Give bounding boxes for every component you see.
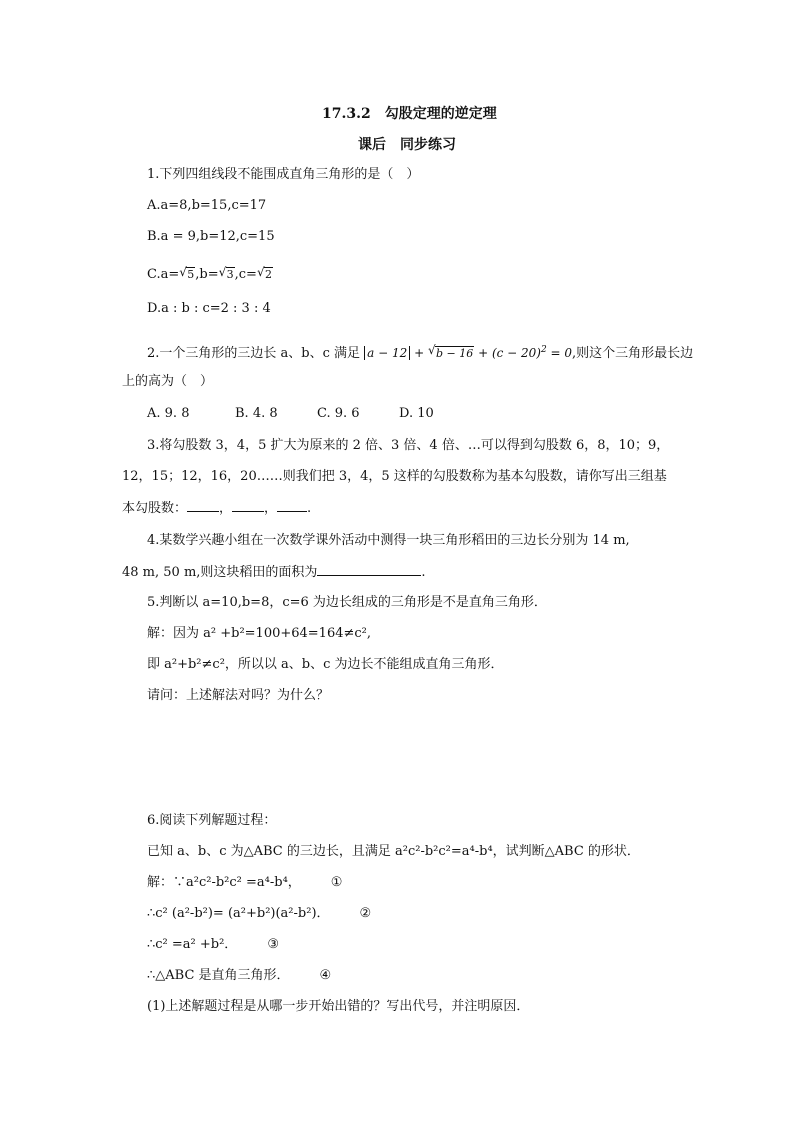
q2-option-d: D. 10: [399, 406, 434, 421]
q4-line1: 4.某数学兴趣小组在一次数学课外活动中测得一块三角形稻田的三边长分别为 14 m,: [147, 533, 630, 548]
q1-c-mid2: ,c=: [234, 267, 257, 282]
q1-option-a: A.a=8,b=15,c=17: [147, 198, 267, 213]
q2-equation: a − 12 + √ $b - 16 + (c - 20)^2 = 0$: [364, 346, 572, 360]
q1-stem: 1.下列四组线段不能围成直角三角形的是（ ）: [147, 167, 420, 182]
q6-step-2: ∴c² (a²-b²)= (a²+b²)(a²-b²)． ②: [147, 906, 372, 921]
q1-c-mid1: ,b=: [195, 267, 219, 282]
q1-option-d: D.a : b : c=2 : 3 : 4: [147, 301, 271, 316]
step-marker-4: ④: [319, 968, 332, 983]
sqrt-3: √ 3: [219, 266, 235, 284]
sqrt-5: √ 5: [179, 266, 195, 284]
q6-step-1: 解：∵a²c²-b²c² =a⁴-b⁴， ①: [147, 875, 343, 890]
q1-option-b: B.a = 9,b=12,c=15: [147, 229, 275, 244]
step-marker-1: ①: [330, 875, 343, 890]
q1-c-prefix: C.a=: [147, 267, 180, 282]
abs-term: a − 12: [364, 346, 410, 360]
q2-prefix: 2.一个三角形的三边长 a、b、c 满足: [147, 346, 361, 361]
q6-step-4: ∴△ABC 是直角三角形． ④: [147, 968, 332, 983]
q3-line2: 12，15；12，16，20……则我们把 3，4，5 这样的勾股数称为基本勾股数，请你写出三组基: [122, 469, 667, 484]
q6-part-1: (1)上述解题过程是从哪一步开始出错的？写出代号，并注明原因．: [147, 999, 530, 1014]
q5-solution-1: 解：因为 a² +b²=100+64=164≠c²,: [147, 626, 372, 641]
q5-solution-2: 即 a²+b²≠c²，所以以 a、b、c 为边长不能组成直角三角形．: [147, 657, 504, 672]
answer-blank-3[interactable]: [277, 499, 307, 512]
q5-question: 请问：上述解法对吗？为什么？: [147, 688, 330, 703]
q2-option-c: C. 9. 6: [317, 406, 360, 421]
q2-suffix: ,则这个三角形最长边: [572, 346, 694, 361]
q2-option-b: B. 4. 8: [235, 406, 278, 421]
q5-stem: 5.判断以 a=10,b=8，c=6 为边长组成的三角形是不是直角三角形．: [147, 595, 547, 610]
q6-step-3: ∴c² =a² +b²． ③: [147, 937, 279, 952]
step-marker-3: ③: [267, 937, 279, 952]
answer-blank-2[interactable]: [232, 499, 264, 512]
q1-option-c: [147, 266, 273, 284]
q3-line3: 本勾股数： ， ， .: [122, 501, 312, 516]
q2-line1: [147, 341, 693, 363]
page-subtitle: 课后 同步练习: [358, 137, 456, 153]
page-title: 17.3.2 勾股定理的逆定理: [322, 106, 497, 122]
answer-blank-1[interactable]: [187, 499, 219, 512]
q6-given: 已知 a、b、c 为△ABC 的三边长，且满足 a²c²-b²c²=a⁴-b⁴，试判断△ABC 的形状．: [147, 844, 640, 859]
answer-blank-area[interactable]: [317, 563, 421, 576]
q2-line2: 上的高为（ ）: [122, 374, 214, 389]
q3-line1: 3.将勾股数 3，4，5 扩大为原来的 2 倍、3 倍、4 倍、…可以得到勾股数 6，8，10；9，: [147, 438, 670, 453]
q2-option-a: A. 9. 8: [147, 406, 190, 421]
sqrt-term: √ b − 16: [428, 344, 474, 363]
sqrt-2: √ 2: [257, 266, 273, 284]
q6-stem: 6.阅读下列解题过程：: [147, 813, 277, 828]
q4-line2: 48 m, 50 m,则这块稻田的面积为 .: [122, 565, 426, 580]
step-marker-2: ②: [359, 906, 372, 921]
